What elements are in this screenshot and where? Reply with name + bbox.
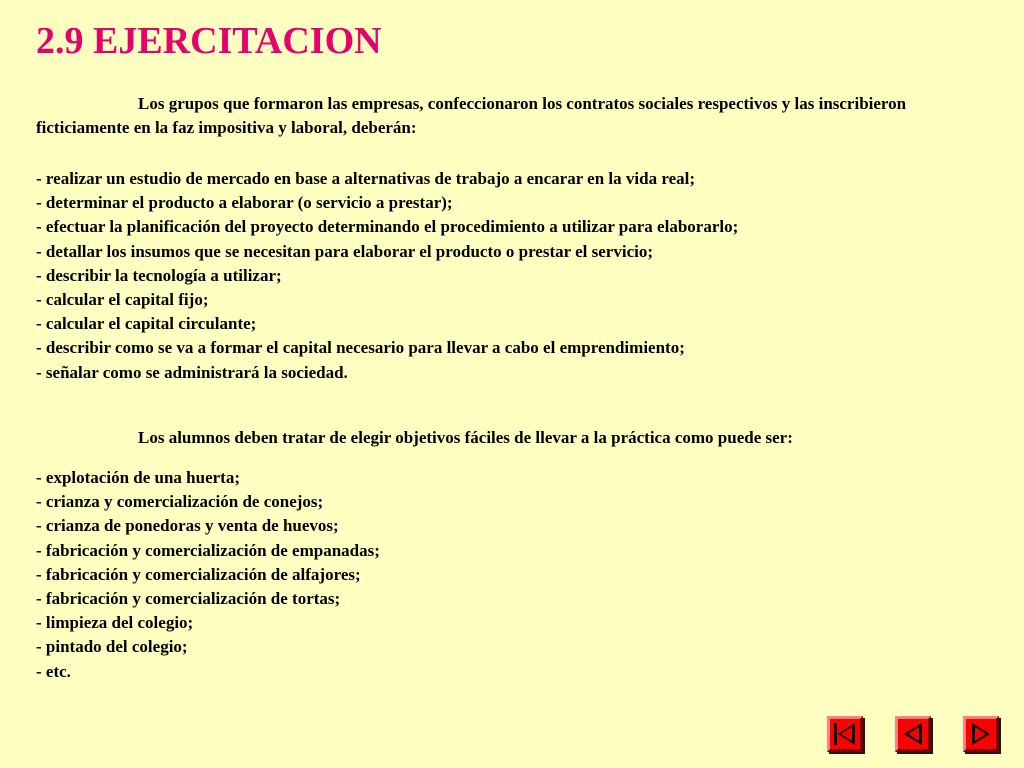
list-item: - etc.: [36, 661, 71, 681]
list-item: - describir la tecnología a utilizar;: [36, 265, 282, 285]
next-slide-button[interactable]: [963, 716, 999, 752]
list-item: - crianza y comercialización de conejos;: [36, 492, 324, 512]
list-item: - fabricación y comercialización de tortas;: [36, 589, 341, 609]
first-slide-button[interactable]: [827, 716, 863, 752]
task-list: [36, 167, 738, 385]
list-item: - determinar el producto a elaborar (o servicio a prestar);: [36, 193, 453, 213]
list-item: - señalar como se administrará la sociedad.: [36, 362, 348, 382]
list-item: - fabricación y comercialización de alfajores;: [36, 564, 361, 584]
previous-slide-button[interactable]: [895, 716, 931, 752]
list-item: - crianza de ponedoras y venta de huevos;: [36, 516, 339, 536]
list-item: - explotación de una huerta;: [36, 468, 240, 487]
slide-title: 2.9 EJERCITACION: [36, 20, 382, 62]
first-slide-icon: [832, 721, 858, 747]
list-item: - calcular el capital circulante;: [36, 314, 257, 334]
list-item: - describir como se va a formar el capital necesario para llevar a cabo el emprendimiento;: [36, 338, 685, 358]
list-item: - pintado del colegio;: [36, 637, 188, 657]
list-item: - calcular el capital fijo;: [36, 290, 209, 310]
list-item: - realizar un estudio de mercado en base a alternativas de trabajo a encarar en la vida real;: [36, 169, 695, 188]
list-item: - limpieza del colegio;: [36, 613, 194, 633]
intro-paragraph: Los grupos que formaron las empresas, confeccionaron los contratos sociales respectivos y las inscribieron ficticiamente en la faz impositiva y laboral, deberán:: [36, 94, 907, 137]
list-item: - detallar los insumos que se necesitan para elaborar el producto o prestar el servicio;: [36, 241, 653, 261]
examples-intro-paragraph: Los alumnos deben tratar de elegir objetivos fáciles de llevar a la práctica como puede ser:: [138, 428, 793, 447]
list-item: - efectuar la planificación del proyecto determinando el procedimiento a utilizar para elaborarlo;: [36, 217, 739, 237]
list-item: - fabricación y comercialización de empanadas;: [36, 540, 380, 560]
next-slide-icon: [968, 721, 994, 747]
previous-slide-icon: [900, 721, 926, 747]
examples-list: [36, 466, 380, 684]
